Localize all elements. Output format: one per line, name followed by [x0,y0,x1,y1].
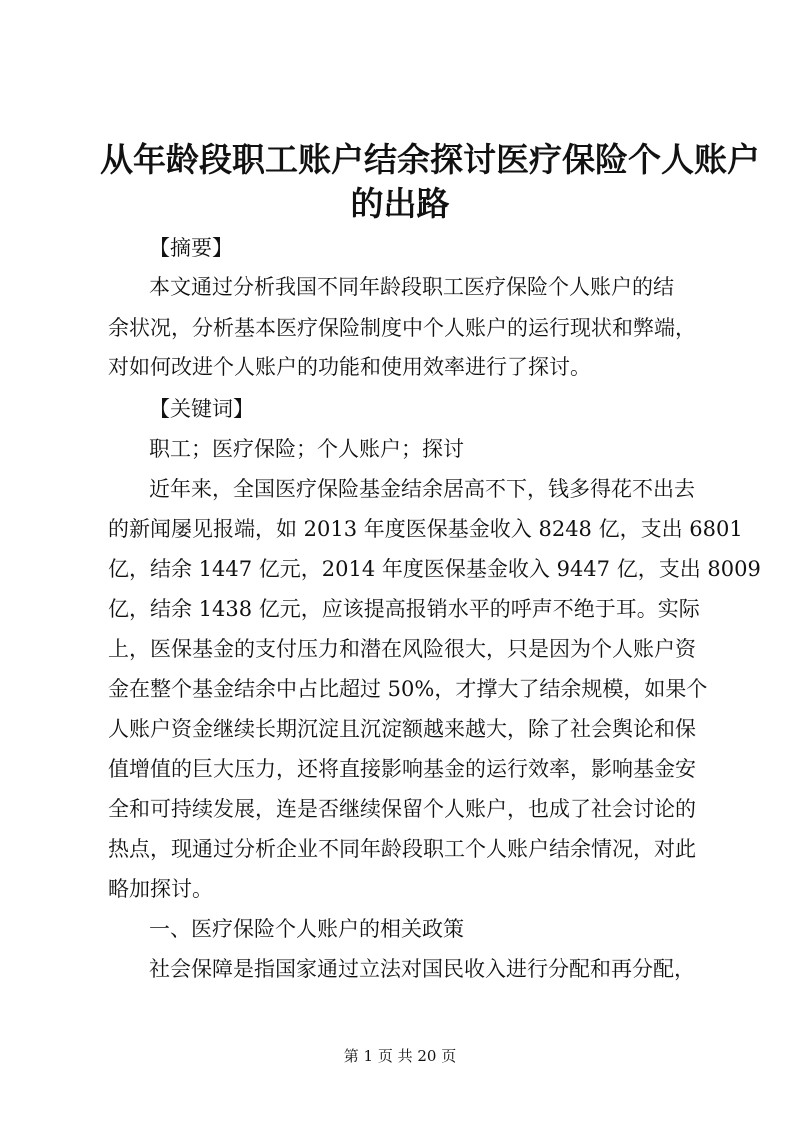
paragraph-line: 社会保障是指国家通过立法对国民收入进行分配和再分配， [149,957,695,981]
abstract-heading: 【摘要】 [149,236,233,260]
document-title-line-2: 的出路 [350,184,450,223]
paragraph-line: 本文通过分析我国不同年龄段职工医疗保险个人账户的结 [149,275,674,299]
paragraph-line: 亿，结余 1447 亿元，2014 年度医保基金收入 9447 亿，支出 8009 [108,557,761,581]
page-number-footer: 第 1 页 共 20 页 [343,1047,457,1065]
paragraph-line: 上，医保基金的支付压力和潜在风险很大，只是因为个人账户资 [108,637,696,661]
paragraph-line: 对如何改进个人账户的功能和使用效率进行了探讨。 [108,355,591,379]
paragraph-line: 全和可持续发展，连是否继续保留个人账户，也成了社会讨论的 [108,797,696,821]
paragraph-line: 的新闻屡见报端，如 2013 年度医保基金收入 8248 亿，支出 6801 [108,517,743,541]
paragraph-line: 金在整个基金结余中占比超过 50%，才撑大了结余规模，如果个 [108,677,708,701]
paragraph-line: 热点，现通过分析企业不同年龄段职工个人账户结余情况，对此 [108,837,696,861]
paragraph-line: 亿，结余 1438 亿元，应该提高报销水平的呼声不绝于耳。实际 [108,597,700,621]
paragraph-line: 值增值的巨大压力，还将直接影响基金的运行效率，影响基金安 [108,757,696,781]
paragraph-line: 余状况，分析基本医疗保险制度中个人账户的运行现状和弊端， [108,316,696,340]
keywords-list: 职工；医疗保险；个人账户；探讨 [149,437,464,461]
paragraph-line: 人账户资金继续长期沉淀且沉淀额越来越大，除了社会舆论和保 [108,717,696,741]
document-title-line-1: 从年龄段职工账户结余探讨医疗保险个人账户 [100,140,760,179]
keywords-heading: 【关键词】 [149,397,254,421]
paragraph-line: 近年来，全国医疗保险基金结余居高不下，钱多得花不出去 [149,477,695,501]
paragraph-line: 略加探讨。 [108,877,213,901]
section-heading: 一、医疗保险个人账户的相关政策 [149,917,464,941]
